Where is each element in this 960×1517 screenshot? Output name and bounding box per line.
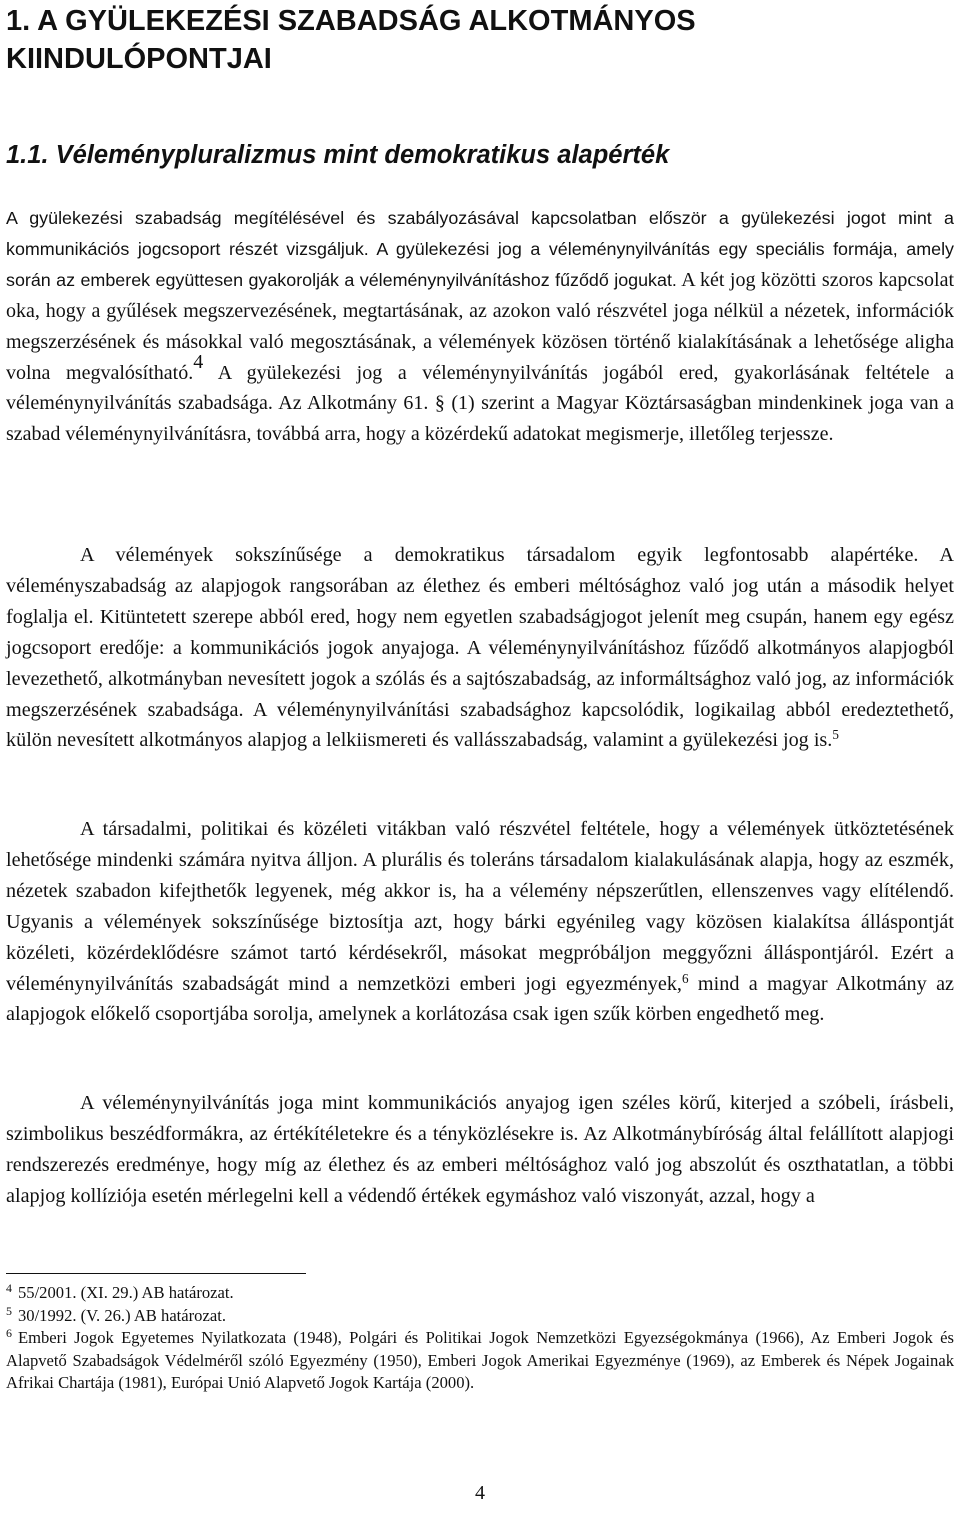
paragraph-1-sans-text: A gyülekezési szabadság megítélésével és szabályozásával kapcsolatban először a gyülekezési jogot mint a kommunikációs jogcsoport részét vizsgáljuk. A gyülekezési jog a véleménynyilvánítás egy speciális formája, amely során az emberek együttesen gyakorolják a véleménynyilvánításhoz fűződő jogukat. [6,208,954,290]
footnote-6 [6,1327,954,1395]
paragraph-2 [6,540,954,756]
footnote-separator [6,1273,306,1274]
paragraph-3-text-after: mind a magyar Alkotmány az alapjogok előkelő csoportjába sorolja, amelynek a korlátozása csak igen szűk körben engedhető meg. [6,972,954,1026]
footnote-number: 6 [6,1326,12,1341]
paragraph-3 [6,814,954,1030]
footnote-ref-6: 6 [681,970,689,986]
footnotes [6,1282,954,1395]
paragraph-4-text: A véleménynyilvánítás joga mint kommunikációs anyajog igen széles körű, kiterjed a szóbeli, írásbeli, szimbolikus beszédformákra, az értékítéletekre és a tényközlésekre is. Az Alkotmánybíróság által felállított alapjogi rendszerezés eredménye, hogy míg az élethez és az emberi méltósághoz való jog abszolút és oszthatatlan, a többi alapjog kollíziója esetén mérlegelni kell a védendő értékek egymáshoz való viszonyát, azzal, hogy a [6,1092,954,1207]
paragraph-4 [6,1088,954,1212]
chapter-heading: 1. A GYÜLEKEZÉSI SZABADSÁG ALKOTMÁNYOS KIINDULÓPONTJAI [6,5,696,75]
section-heading: 1.1. Véleménypluralizmus mint demokratikus alapérték [6,141,670,169]
paragraph-1 [6,203,954,450]
footnote-text: 55/2001. (XI. 29.) AB határozat. [17,1283,234,1302]
footnote-ref-4: 4 [193,350,204,373]
footnote-ref-5: 5 [832,727,839,743]
footnote-text: Emberi Jogok Egyetemes Nyilatkozata (1948), Polgári és Politikai Jogok Nemzetközi Egyezségokmánya (1966), Az Emberi Jogok és Alapvető Szabadságok Védelméről szóló Egyezmény (1950), Emberi Jogok Amerikai Egyezménye (1969), az Emberek és Népek Jogainak Afrikai Chartája (1981), Európai Unió Alapvető Jogok Kartája (2000). [6,1328,954,1393]
footnote-number: 5 [6,1303,12,1318]
footnote-4 [6,1282,954,1305]
footnote-text: 30/1992. (V. 26.) AB határozat. [17,1305,226,1325]
page-number: 4 [475,1482,485,1504]
paragraph-3-text: A társadalmi, politikai és közéleti vitákban való részvétel feltétele, hogy a vélemények ütköztetésének lehetősége mindenki számára nyitva álljon. A plurális és toleráns társadalom kialakulásának alapja, hogy az eszmék, nézetek szabadon kifejthetők legyenek, még akkor is, ha a vélemény népszerűtlen, ellenszenves vagy elítélendő. Ugyanis a vélemények sokszínűsége biztosítja azt, hogy bárki egyénileg vagy közösen kialakítsa álláspontját közéleti, közérdeklődésre számot tartó kérdésekről, másokat megpróbáljon meggyőzni álláspontjáról. Ezért a véleménynyilvánítás szabadságát mind a nemzetközi emberi jogi egyezmények, [6,818,954,995]
footnote-5 [6,1305,954,1328]
paragraph-1-serif-text: A két jog közötti szoros kapcsolat oka, hogy a gyűlések megszervezésének, megtartásának, az azokon való részvétel joga nélkül a nézetek, információk megszerzésének és másokkal való megosztásának, a vélemények közösen történő kialakításának a lehetősége aligha volna megvalósítható. [6,268,955,384]
footnote-number: 4 [6,1281,12,1296]
paragraph-2-text: A vélemények sokszínűsége a demokratikus társadalom egyik legfontosabb alapértéke. A véleményszabadság az alapjogok rangsorában az élethez és emberi méltósághoz való jog után a második helyet foglalja el. Kitüntetett szerepe abból ered, hogy nem egyetlen szabadságjogot jelenít meg csupán, hanem egy egész jogcsoport eredője: a kommunikációs jogok anyajoga. A véleménynyilvánításhoz fűződő alkotmányos alapjogból levezethető, alkotmányban nevesített jogok a szólás és a sajtószabadság, az informáltsághoz való jog, az információk megszerzésének szabadsága. A véleménynyilvánítási szabadsághoz kapcsolódik, logikailag abból eredeztethető, külön nevesített alkotmányos alapjog a lelkiismereti és vallásszabadság, valamint a gyülekezési jog is. [6,544,954,752]
paragraph-1-serif-text-2: A gyülekezési jog a véleménynyilvánítás jogából ered, gyakorlásának feltétele a véleménynyilvánítás szabadsága. Az Alkotmány 61. § (1) szerint a Magyar Köztársaságban mindenkinek joga van a szabad véleménynyilvánításra, továbbá arra, hogy a közérdekű adatokat megismerje, illetőleg terjessze. [6,361,954,446]
